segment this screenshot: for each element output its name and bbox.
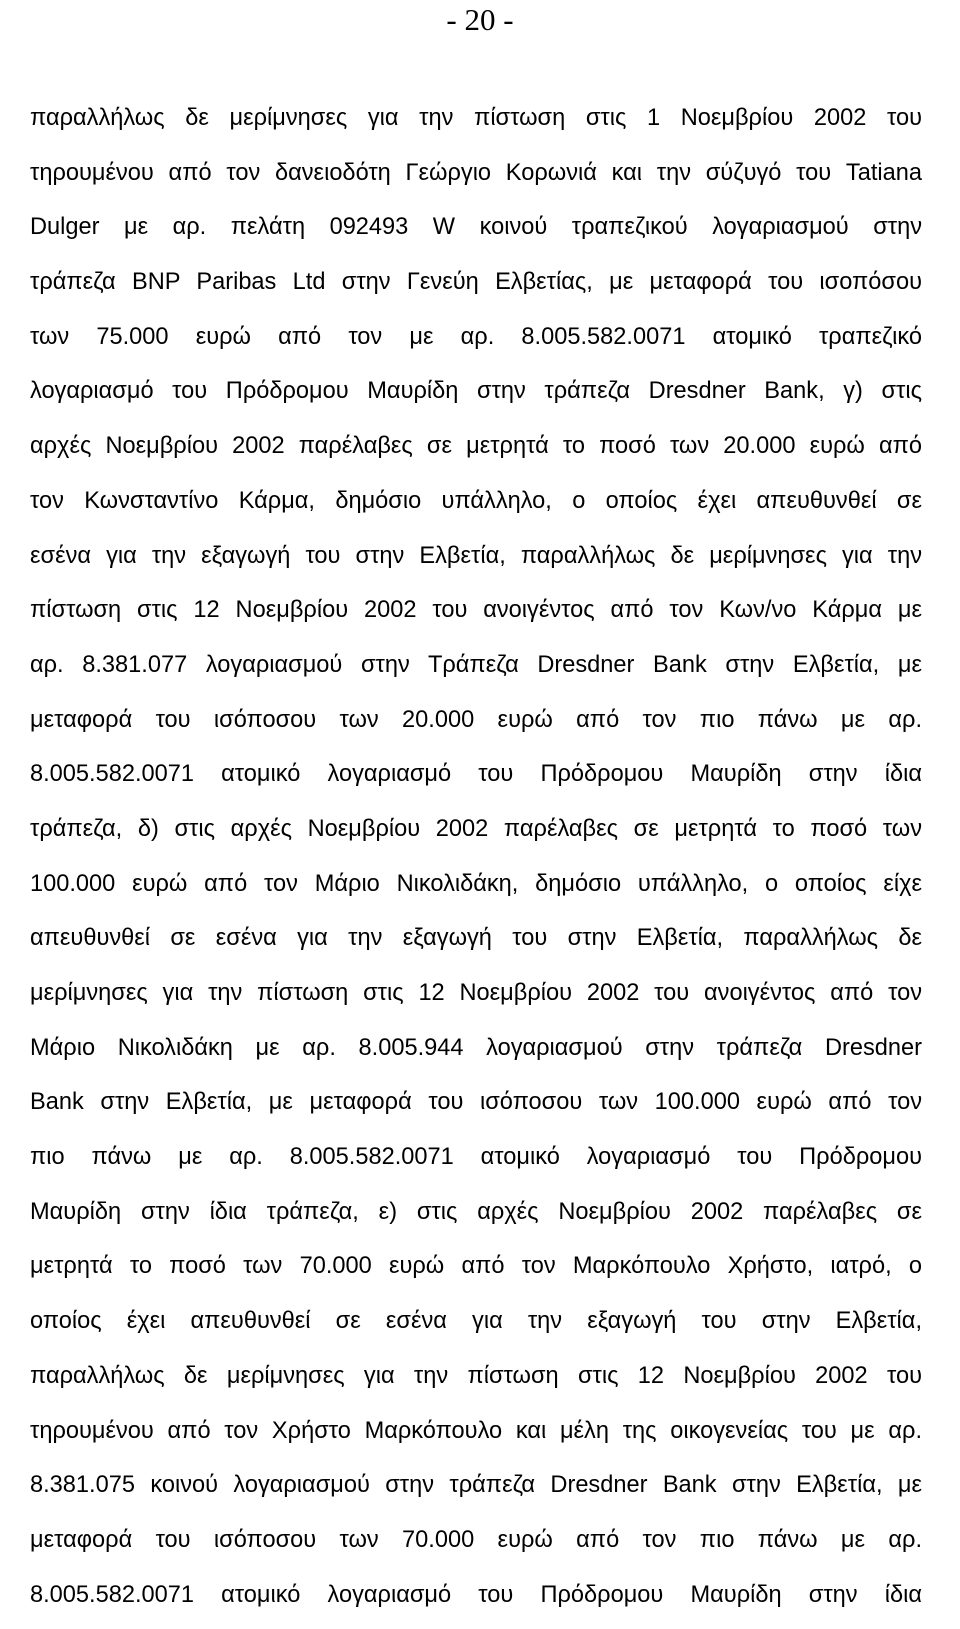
text-line: πιο πάνω με αρ. 8.005.582.0071 ατομικό λογαριασμό του Πρόδρομου — [30, 1144, 922, 1171]
text-line: Dulger με αρ. πελάτη 092493 W κοινού τραπεζικού λογαριασμού στην — [30, 214, 922, 241]
text-line: μετρητά το ποσό των 70.000 ευρώ από τον Μαρκόπουλο Χρήστο, ιατρό, ο — [30, 1253, 922, 1280]
text-line: 8.005.582.0071 ατομικό λογαριασμό του Πρόδρομου Μαυρίδη στην ίδια — [30, 1581, 922, 1608]
text-line: μεταφορά του ισόποσου των 20.000 ευρώ από τον πιο πάνω με αρ. — [30, 706, 922, 733]
text-line: Μάριο Νικολιδάκη με αρ. 8.005.944 λογαριασμού στην τράπεζα Dresdner — [30, 1034, 922, 1061]
text-line: αρχές Νοεμβρίου 2002 παρέλαβες σε μετρητά το ποσό των 20.000 ευρώ από — [30, 433, 922, 460]
text-line: αρ. 8.381.077 λογαριασμού στην Τράπεζα Dresdner Bank στην Ελβετία, με — [30, 651, 922, 678]
text-line: Bank στην Ελβετία, με μεταφορά του ισόποσου των 100.000 ευρώ από τον — [30, 1089, 922, 1116]
text-line: τον Κωνσταντίνο Κάρμα, δημόσιο υπάλληλο, ο οποίος έχει απευθυνθεί σε — [30, 487, 922, 514]
document-body — [30, 98, 922, 1629]
text-line: τράπεζα BNP Paribas Ltd στην Γενεύη Ελβετίας, με μεταφορά του ισοπόσου — [30, 269, 922, 296]
text-line: των 75.000 ευρώ από τον με αρ. 8.005.582.0071 ατομικό τραπεζικό — [30, 323, 922, 350]
text-line: Μαυρίδη στην ίδια τράπεζα, ε) στις αρχές Νοεμβρίου 2002 παρέλαβες σε — [30, 1198, 922, 1225]
text-line: οποίος έχει απευθυνθεί σε εσένα για την εξαγωγή του στην Ελβετία, — [30, 1308, 922, 1335]
text-line: μερίμνησες για την πίστωση στις 12 Νοεμβρίου 2002 του ανοιγέντος από τον — [30, 980, 922, 1006]
text-line: 100.000 ευρώ από τον Μάριο Νικολιδάκη, δημόσιο υπάλληλο, ο οποίος είχε — [30, 870, 922, 897]
text-line: λογαριασμό του Πρόδρομου Μαυρίδη στην τράπεζα Dresdner Bank, γ) στις — [30, 378, 922, 405]
text-line: πίστωση στις 12 Νοεμβρίου 2002 του ανοιγέντος από τον Κων/νο Κάρμα με — [30, 597, 922, 624]
text-line: τηρουμένου από τον δανειοδότη Γεώργιο Κορωνιά και την σύζυγό του Tatiana — [30, 159, 922, 186]
text-line: 8.005.582.0071 ατομικό λογαριασμό του Πρόδρομου Μαυρίδη στην ίδια — [30, 761, 922, 788]
text-line: 8.381.075 κοινού λογαριασμού στην τράπεζα Dresdner Bank στην Ελβετία, με — [30, 1472, 922, 1499]
text-line: εσένα για την εξαγωγή του στην Ελβετία, παραλλήλως δε μερίμνησες για την — [30, 542, 922, 569]
text-line: παραλλήλως δε μερίμνησες για την πίστωση στις 1 Νοεμβρίου 2002 του — [30, 105, 922, 131]
text-line: τράπεζα, δ) στις αρχές Νοεμβρίου 2002 παρέλαβες σε μετρητά το ποσό των — [30, 815, 922, 842]
page-number: - 20 - — [446, 2, 514, 37]
text-line: μεταφορά του ισόποσου των 70.000 ευρώ από τον πιο πάνω με αρ. — [30, 1526, 922, 1553]
text-line: παραλλήλως δε μερίμνησες για την πίστωση στις 12 Νοεμβρίου 2002 του — [30, 1362, 922, 1389]
text-line: τηρουμένου από τον Χρήστο Μαρκόπουλο και μέλη της οικογενείας του με αρ. — [30, 1417, 922, 1444]
text-line: απευθυνθεί σε εσένα για την εξαγωγή του στην Ελβετία, παραλλήλως δε — [30, 925, 922, 952]
